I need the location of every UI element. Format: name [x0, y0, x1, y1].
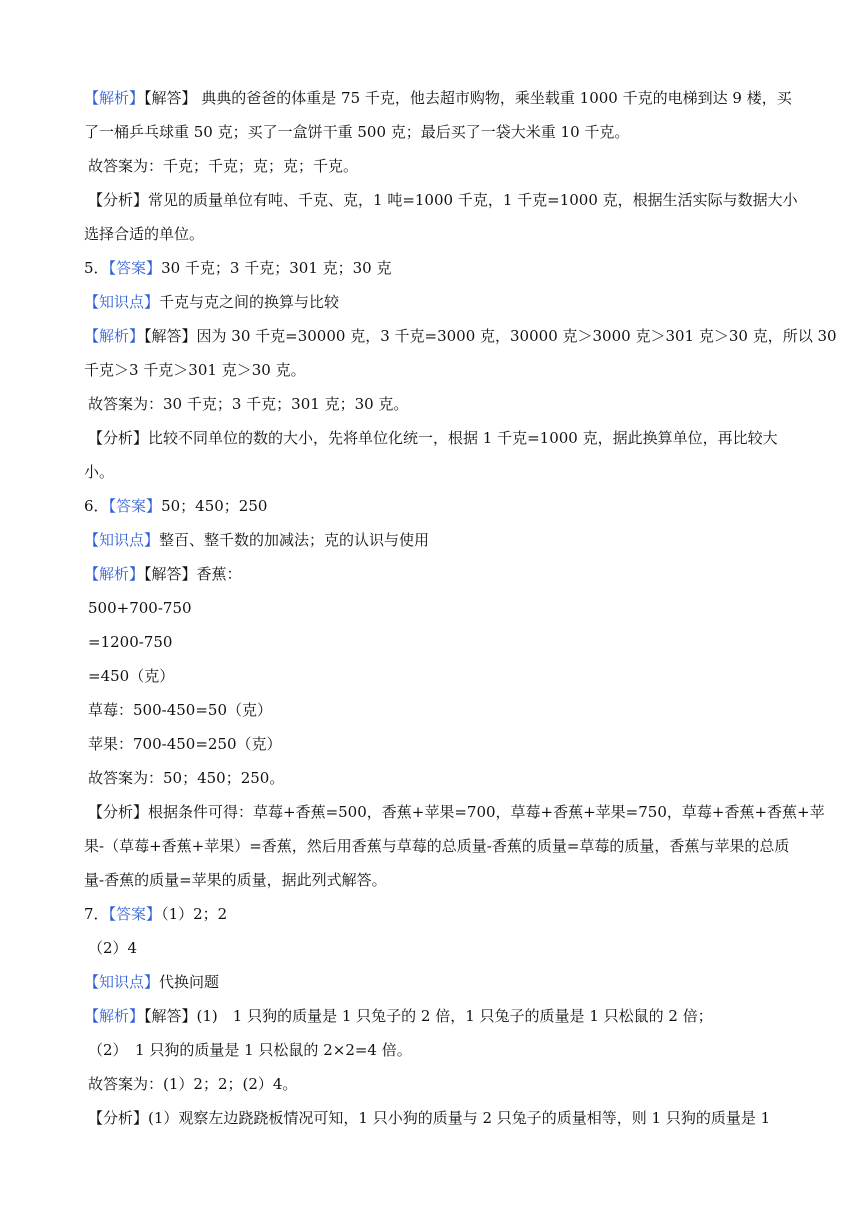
q7-analysis-line-2: （2） 1 只狗的质量是 1 只松鼠的 2×2=4 倍。	[88, 1041, 412, 1059]
q5-analysis-line-2: 千克＞3 千克＞301 克＞30 克。	[84, 361, 306, 379]
q7-knowledge-point	[84, 972, 219, 992]
text: 【解答】 典典的爸爸的体重是 75 千克，他去超市购物，乘坐载重 1000 千克的电梯到达 9 楼，买	[144, 89, 792, 107]
q5-analysis-line-1	[84, 326, 837, 346]
q7-explanation-line-1: 【分析】(1）观察左边跷跷板情况可知，1 只小狗的质量与 2 只兔子的质量相等，则 1 只狗的质量是 1	[88, 1109, 771, 1127]
q6-calc-line-2: =1200-750	[88, 633, 173, 651]
text: 【解答】因为 30 千克=30000 克，3 千克=3000 克，30000 克＞3000 克＞301 克＞30 克，所以 30	[144, 327, 837, 345]
jiexi-tag: 【解析】	[84, 327, 145, 345]
text: 【解答】香蕉：	[144, 565, 242, 583]
question-number: 6．	[84, 497, 109, 515]
q6-calc-line-1: 500+700-750	[88, 599, 192, 617]
q5-knowledge-point	[84, 292, 339, 312]
text: 50；450；250	[161, 497, 268, 515]
text: 整百、整千数的加减法；克的认识与使用	[159, 531, 430, 549]
q6-knowledge-point	[84, 530, 429, 550]
question-number: 7．	[84, 905, 109, 923]
q6-calc-line-4: 草莓：500-450=50（克）	[88, 701, 272, 719]
text: 30 千克；3 千克；301 克；30 克	[161, 259, 392, 277]
q7-analysis-line-1	[84, 1006, 713, 1026]
daan-tag: 【答案】	[108, 497, 162, 515]
q6-explanation-line-1: 【分析】根据条件可得：草莓+香蕉=500，香蕉+苹果=700，草莓+香蕉+苹果=750，草莓+香蕉+香蕉+苹	[88, 803, 825, 821]
q7-answer-summary: 故答案为：(1）2；2；(2）4。	[88, 1075, 298, 1093]
daan-tag: 【答案】	[108, 905, 162, 923]
q4-analysis-line-1	[84, 88, 792, 108]
q6-explanation-line-3: 量-香蕉的质量=苹果的质量，据此列式解答。	[84, 871, 387, 889]
jiexi-tag: 【解析】	[84, 1007, 145, 1025]
q5-answer-line	[84, 258, 391, 278]
text: 千克与克之间的换算与比较	[159, 293, 340, 311]
q7-answer-line-2: （2）4	[88, 939, 138, 957]
q6-answer-summary: 故答案为：50；450；250。	[88, 769, 285, 787]
q6-calc-line-3: =450（克）	[88, 667, 175, 685]
jiexi-tag: 【解析】	[84, 89, 145, 107]
q6-calc-line-5: 苹果：700-450=250（克）	[88, 735, 282, 753]
zhishidian-tag: 【知识点】	[84, 293, 160, 311]
jiexi-tag: 【解析】	[84, 565, 145, 583]
text: 代换问题	[159, 973, 220, 991]
q4-answer-summary: 故答案为：千克；千克；克；克；千克。	[88, 157, 359, 175]
q6-answer-line	[84, 496, 267, 516]
q4-explanation-line-1: 【分析】常见的质量单位有吨、千克、克，1 吨=1000 千克，1 千克=1000 克，根据生活实际与数据大小	[88, 191, 798, 209]
q5-answer-summary: 故答案为：30 千克；3 千克；301 克；30 克。	[88, 395, 409, 413]
q6-analysis-line-1	[84, 564, 242, 584]
q5-explanation-line-2: 小。	[84, 463, 115, 481]
q6-explanation-line-2: 果-（草莓+香蕉+苹果）=香蕉，然后用香蕉与草莓的总质量-香蕉的质量=草莓的质量，香蕉与苹果的总质	[84, 837, 790, 855]
q4-analysis-line-2: 了一桶乒乓球重 50 克；买了一盒饼干重 500 克；最后买了一袋大米重 10 千克。	[84, 123, 630, 141]
q4-explanation-line-2: 选择合适的单位。	[84, 225, 205, 243]
text: （1）2；2	[161, 905, 228, 923]
zhishidian-tag: 【知识点】	[84, 531, 160, 549]
question-number: 5．	[84, 259, 109, 277]
daan-tag: 【答案】	[108, 259, 162, 277]
q5-explanation-line-1: 【分析】比较不同单位的数的大小，先将单位化统一，根据 1 千克=1000 克，据此换算单位，再比较大	[88, 429, 778, 447]
q7-answer-line	[84, 904, 227, 924]
zhishidian-tag: 【知识点】	[84, 973, 160, 991]
text: 【解答】(1) 1 只狗的质量是 1 只兔子的 2 倍，1 只兔子的质量是 1 只松鼠的 2 倍；	[144, 1007, 713, 1025]
